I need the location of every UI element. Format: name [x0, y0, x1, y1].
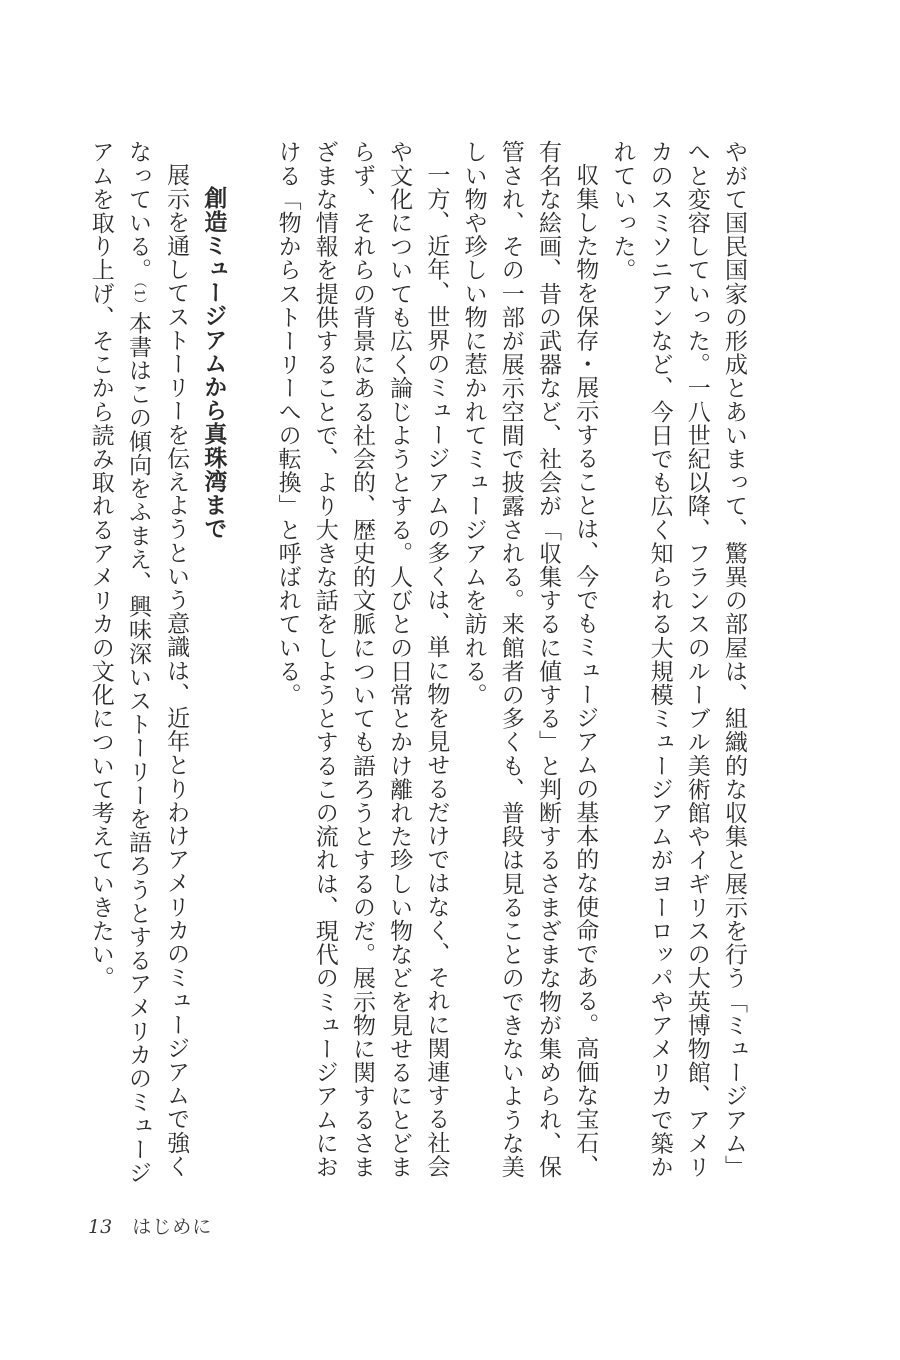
body-text: [87, 140, 752, 1190]
paragraph-1: やがて国民国家の形成とあいまって、驚異の部屋は、組織的な収集と展示を行う「ミュージアム」へと変容していった。一八世紀以降、フランスのルーブル美術館やイギリスの大英博物館、アメリカのスミソニアンなど、今日でも広く知られる大規模ミュージアムがヨーロッパやアメリカで築かれていった。: [609, 140, 747, 1179]
paragraph-4-part1: 展示を通してストーリーを伝えようという意識は、近年とりわけアメリカのミュージアムで強くなっている。: [124, 140, 190, 1178]
page-number: 13: [88, 1216, 113, 1238]
paragraph-4-part2: 本書はこの傾向をふまえ、興味深いストーリーを語ろうとするアメリカのミュージアムを取り上げ、そこから読み取れるアメリカの文化について考えていきたい。: [87, 140, 151, 1185]
paragraph-2: 収集した物を保存・展示することは、今でもミュージアムの基本的な使命である。高価な宝石、有名な絵画、昔の武器など、社会が「収集するに値する」と判断するさまざまな物が集められ、保管され、その一部が展示空間で披露される。来館者の多くも、普段は見ることのできないような美しい物や珍しい物に惹かれてミュージアムを訪れる。: [460, 140, 599, 1179]
paragraph-4: [82, 140, 195, 1190]
section-heading: 創造ミュージアムから真珠湾まで: [200, 186, 227, 540]
running-head: はじめに: [132, 1216, 213, 1238]
paragraph-3: 一方、近年、世界のミュージアムの多くは、単に物を見せるだけではなく、それに関連する社会や文化についても広く論じようとする。人びとの日常とかけ離れた珍しい物などを見せるにとどまらず、それらの背景にある社会的、歴史的文脈についても語ろうとするのだ。展示物に関するさまざまな情報を提供することで、より大きな話をしようとするこの流れは、現代のミュージアムにおける「物からストーリーへの転換」と呼ばれている。: [274, 140, 450, 1179]
page-footer: [88, 1212, 212, 1239]
section-gap: [231, 140, 268, 1190]
footnote-marker: （1）: [130, 281, 146, 312]
